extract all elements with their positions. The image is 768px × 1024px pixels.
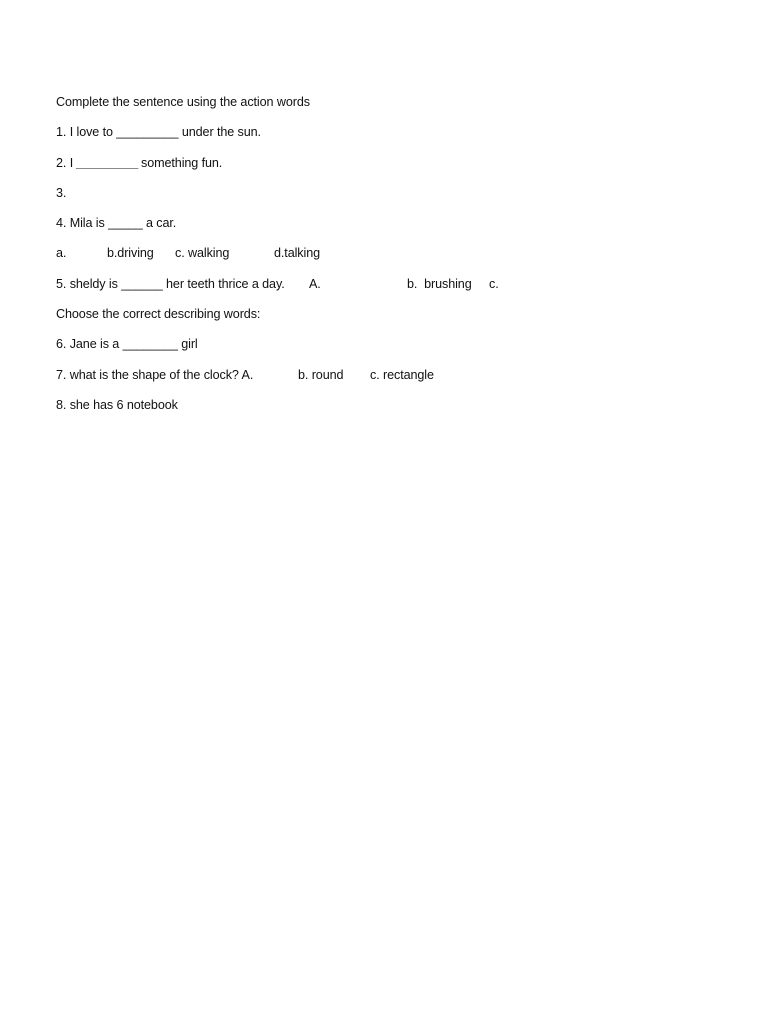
question-7 bbox=[56, 367, 506, 383]
question-5-option-a: A. bbox=[309, 277, 321, 291]
question-7-text: 7. what is the shape of the clock? A. bbox=[56, 368, 254, 382]
option-c: c. walking bbox=[175, 246, 230, 260]
question-7-option-c: c. rectangle bbox=[370, 368, 434, 382]
question-2-blank: _________ bbox=[76, 156, 139, 170]
question-3: 3. bbox=[56, 186, 67, 200]
question-4-options bbox=[56, 245, 456, 261]
question-5-text: 5. sheldy is ______ her teeth thrice a day. bbox=[56, 277, 285, 291]
question-5-option-c: c. bbox=[489, 277, 499, 291]
question-2-suffix: something fun. bbox=[141, 156, 223, 170]
question-2-prefix: 2. I bbox=[56, 156, 77, 170]
question-5 bbox=[56, 276, 556, 292]
question-4: 4. Mila is _____ a car. bbox=[56, 216, 177, 230]
question-1: 1. I love to _________ under the sun. bbox=[56, 125, 261, 139]
question-8: 8. she has 6 notebook bbox=[56, 398, 178, 412]
heading-describing-words: Choose the correct describing words: bbox=[56, 307, 261, 321]
question-7-option-b: b. round bbox=[298, 368, 344, 382]
option-a: a. bbox=[56, 246, 67, 260]
question-6: 6. Jane is a ________ girl bbox=[56, 337, 198, 351]
option-d: d.talking bbox=[274, 246, 321, 260]
question-5-option-b: b. brushing bbox=[407, 277, 472, 291]
heading-action-words: Complete the sentence using the action words bbox=[56, 95, 310, 109]
option-b: b.driving bbox=[107, 246, 154, 260]
question-2 bbox=[56, 155, 456, 171]
